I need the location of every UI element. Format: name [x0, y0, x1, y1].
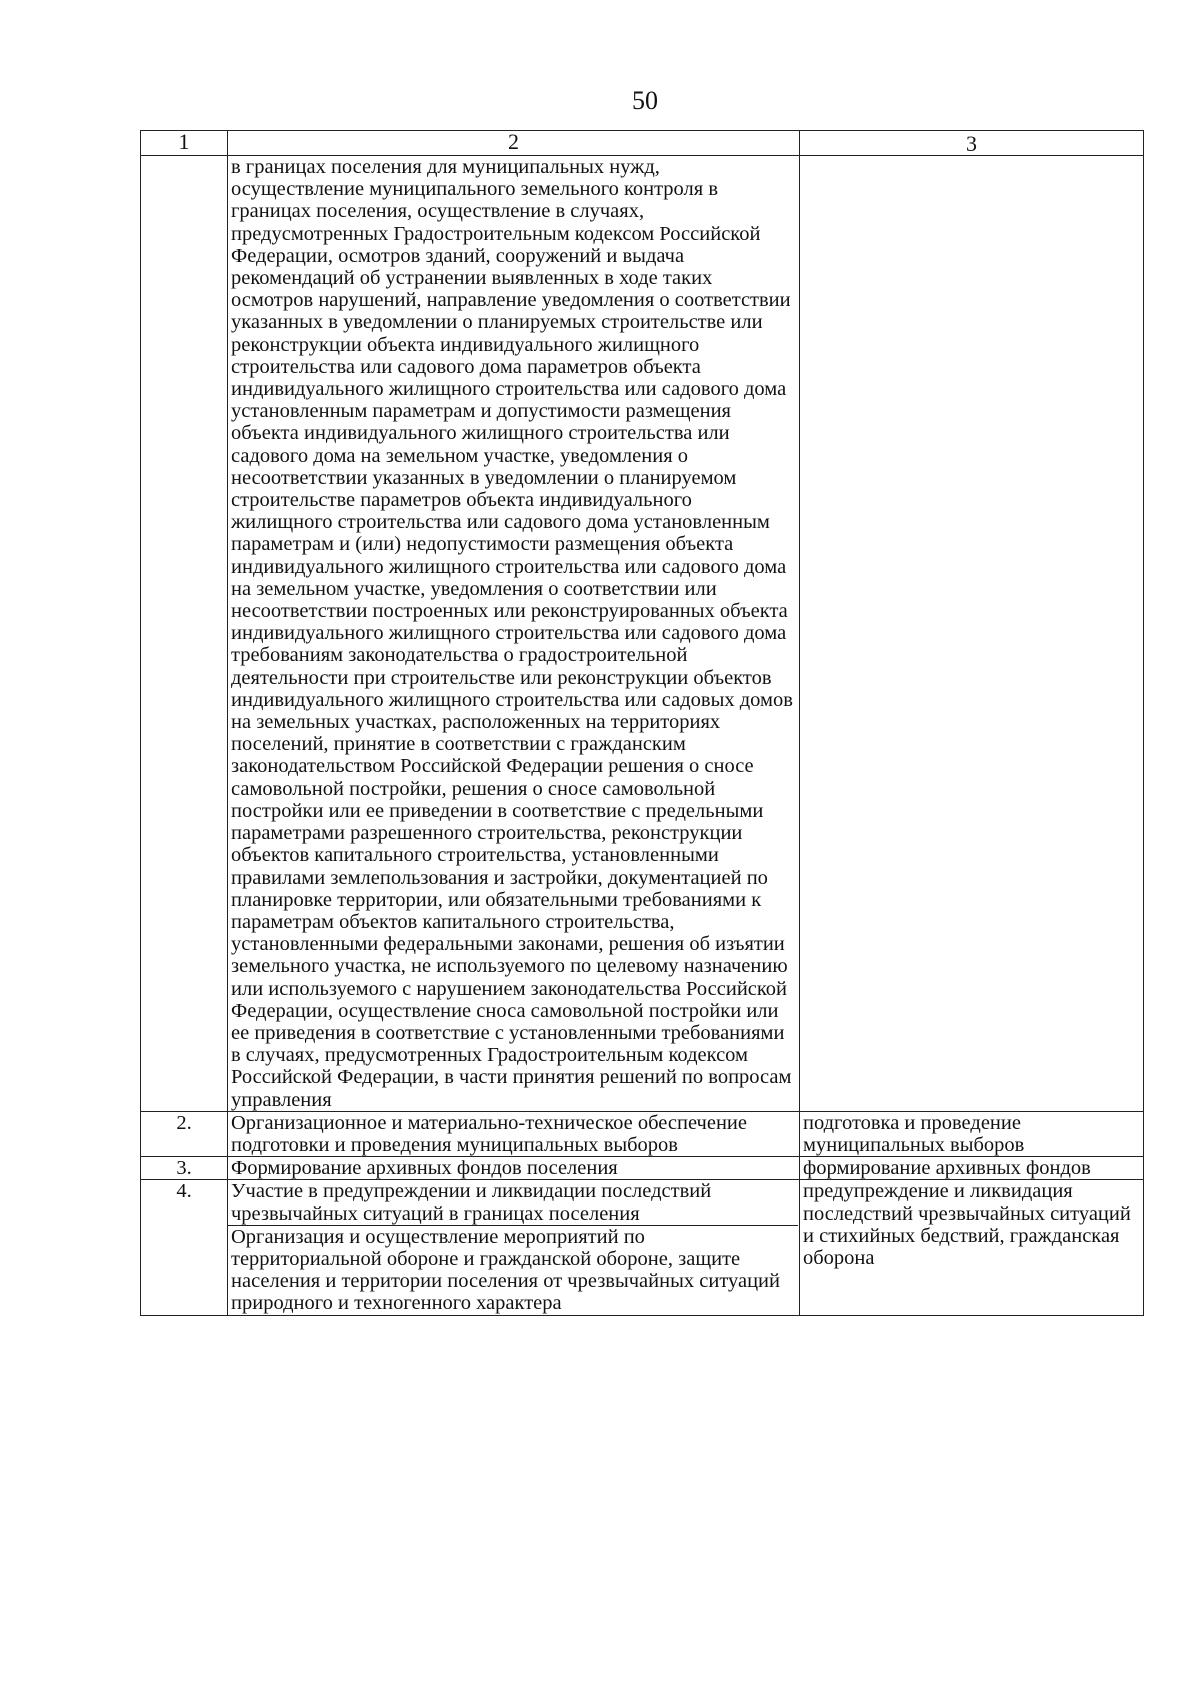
- row-content-text: Участие в предупреждении и ликвидации последствий чрезвычайных ситуаций в границах поселения: [231, 1180, 712, 1225]
- row-content-text: в границах поселения для муниципальных нужд, осуществление муниципального земельного контроля в границах поселения, осуществление в случаях, предусмотренных Градостроительным кодексом Российской Федерации, осмотров зданий, сооружений и выдача рекомендаций об устранении выявленных в ходе таких осмотров нарушений, направление уведомления о соответствии указанных в уведомлении о планируемых строительстве или реконструкции объекта индивидуального жилищного строительства или садового дома параметров объекта индивидуального жилищного строительства или садового дома установленным параметрам и допустимости размещения объекта индивидуального жилищного строительства или садового дома на земельном участке, уведомления о несоответствии указанных в уведомлении о планируемом строительстве параметров объекта индивидуального жилищного строительства или садового дома установленным параметрам и (или) недопустимости размещения объекта индивидуального жилищного строительства или садового дома на земельном участке, уведомления о соответствии или несоответствии построенных или реконструированных объекта индивидуального жилищного строительства или садового дома требованиям законодательства о градостроительной деятельности при строительстве или реконструкции объектов индивидуального жилищного строительства или садовых домов на земельных участках, расположенных на территориях поселений, принятие в соответствии с гражданским законодательством Российской Федерации решения о сносе самовольной постройки, решения о сносе самовольной постройки или ее приведении в соответствие с предельными параметрами разрешенного строительства, реконструкции объектов капитального строительства, установленными правилами землепользования и застройки, документацией по планировке территории, или обязательными требованиями к параметрам объектов капитального строительства, установленными федеральными законами, решения об изъятии земельного участка, не используемого по целевому назначению или используемого с нарушением законодательства Российской Федерации, осуществление сноса самовольной постройки или ее приведения в соответствие с установленными требованиями в случаях, предусмотренных Градостроительным кодексом Российской Федерации, в части принятия решений по вопросам управления: [231, 156, 793, 1111]
- header-cell-3: 3: [800, 131, 1144, 156]
- row-category: [800, 156, 1144, 1112]
- table-row: [141, 1180, 1144, 1315]
- header-cell-1: 1: [141, 131, 228, 156]
- row-number: 2.: [141, 1111, 228, 1156]
- row-category: предупреждение и ликвидация последствий чрезвычайных ситуаций и стихийных бедствий, гражданская оборона: [800, 1180, 1144, 1315]
- row-content: [228, 156, 800, 1112]
- row-number: 4.: [141, 1180, 228, 1315]
- row-number: [141, 156, 228, 1112]
- table-row: [141, 156, 1144, 1112]
- page-number: 50: [632, 86, 658, 115]
- table-row: [141, 1157, 1144, 1180]
- row-content-text: Организация и осуществление мероприятий по территориальной обороне и гражданской обороне, защите населения и территории поселения от чрезвычайных ситуаций природного и техногенного характера: [228, 1225, 798, 1315]
- table-header-row: [141, 131, 1144, 156]
- row-content: [228, 1111, 800, 1156]
- row-content: [228, 1180, 800, 1315]
- row-content-text: Организационное и материально-техническое обеспечение подготовки и проведения муниципальных выборов: [231, 1111, 748, 1156]
- row-number: 3.: [141, 1157, 228, 1180]
- row-category: подготовка и проведение муниципальных выборов: [800, 1111, 1144, 1156]
- row-content: [228, 1157, 800, 1180]
- row-content-text: Формирование архивных фондов поселения: [231, 1157, 618, 1180]
- header-cell-2: 2: [228, 131, 800, 156]
- functions-table: [140, 130, 1144, 1316]
- row-category: формирование архивных фондов: [800, 1157, 1144, 1180]
- table-row: [141, 1111, 1144, 1156]
